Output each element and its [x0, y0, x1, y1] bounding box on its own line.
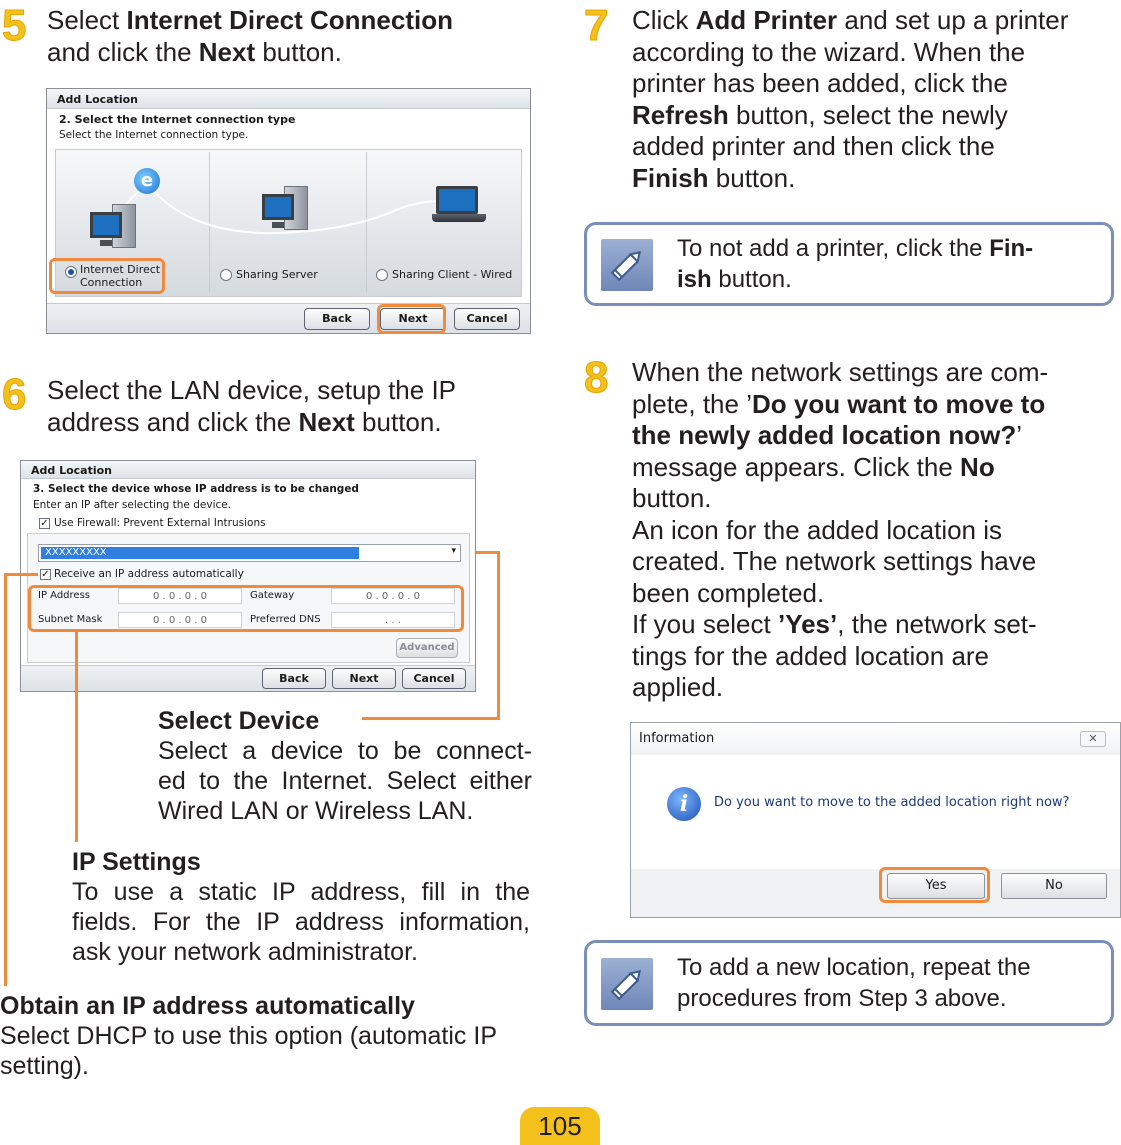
callout-line-select-device-v [497, 551, 500, 720]
gateway-label: Gateway [250, 590, 295, 601]
ip-address-input[interactable]: 0 . 0 . 0 . 0 [118, 588, 242, 604]
back-button[interactable]: Back [262, 668, 326, 689]
dialog-titlebar [631, 723, 1120, 755]
device-select-value: XXXXXXXXX [41, 547, 359, 559]
subnet-mask-label: Subnet Mask [38, 614, 103, 625]
note1-text: To not add a printer, click the Fin- ish button. [677, 235, 1034, 293]
callout-obtain-ip-title: Obtain an IP address automatically [0, 992, 415, 1020]
callout-ip-settings: IP Settings To use a static IP address, fill in the fields. For the IP address information, ask your network administrator. [72, 848, 530, 966]
step6-text: Select the LAN device, setup the IP address and click the Next button. [47, 375, 457, 437]
step-number-7: 7 [584, 1, 609, 50]
cancel-button[interactable]: Cancel [454, 308, 520, 330]
gateway-input[interactable]: 0 . 0 . 0 . 0 [331, 588, 455, 604]
info-icon: i [667, 787, 701, 821]
step-subheading: Enter an IP after selecting the device. [33, 499, 232, 511]
callout-line-obtain-ip-h [4, 573, 38, 576]
dialog-body [631, 755, 1120, 869]
step5-text: Select Internet Direct Connection and click the Next button. [47, 5, 453, 67]
option-internet-direct-label[interactable]: Internet Direct Connection [80, 263, 161, 289]
option-sharing-server-radio[interactable] [220, 269, 232, 281]
callout-ip-settings-title: IP Settings [72, 848, 201, 876]
back-button[interactable]: Back [304, 308, 370, 330]
callout-line-obtain-ip-v [4, 573, 7, 986]
note-box-1 [584, 222, 1114, 306]
ip-address-label: IP Address [38, 590, 90, 601]
highlight-internet-direct [49, 258, 165, 294]
firewall-label: Use Firewall: Prevent External Intrusions [54, 517, 266, 529]
step-number-6: 6 [2, 370, 27, 419]
firewall-checkbox[interactable]: ✓ [40, 518, 49, 529]
window-footer [21, 665, 475, 691]
window-title: Add Location [21, 461, 475, 479]
highlight-ip-fields [28, 585, 464, 632]
highlight-next-button [377, 304, 446, 334]
server-computer-icon [262, 186, 316, 232]
next-button[interactable]: Next [332, 668, 396, 689]
add-location-window-device [20, 460, 476, 692]
advanced-button[interactable]: Advanced [396, 638, 458, 658]
chevron-down-icon[interactable]: ▾ [451, 546, 456, 556]
option-sharing-server-label[interactable]: Sharing Server [236, 268, 318, 281]
step-number-5: 5 [2, 1, 27, 50]
callout-obtain-ip: Obtain an IP address automatically Select DHCP to use this option (automatic IP setting). [0, 992, 497, 1080]
callout-select-device: Select Device Select a device to be connect- ed to the Internet. Select either Wired LAN or Wireless LAN. [158, 707, 532, 825]
add-location-window-connection-type [46, 88, 531, 334]
desktop-computer-icon [90, 204, 144, 250]
step8-text: When the network settings are com- plete, the ’Do you want to move to the newly added location now?’ message appears. Click the No button. An icon for the added location is created. The network settings have been completed. If you select ’Yes’, the network set- tings for the added location are applied. [632, 357, 1049, 702]
option-sharing-client-label[interactable]: Sharing Client - Wired [392, 268, 513, 281]
internet-explorer-icon: e [134, 168, 160, 194]
callout-line-ip-settings [75, 632, 78, 842]
laptop-icon [432, 186, 488, 226]
auto-ip-label: Receive an IP address automatically [54, 568, 244, 580]
device-select[interactable] [38, 544, 461, 562]
subnet-mask-input[interactable]: 0 . 0 . 0 . 0 [118, 612, 242, 628]
note-box-2 [584, 940, 1114, 1026]
window-footer [47, 303, 530, 333]
step-subheading: Select the Internet connection type. [59, 129, 249, 141]
callout-select-device-title: Select Device [158, 707, 320, 735]
note2-text: To add a new location, repeat the procedures from Step 3 above. [677, 954, 1031, 1012]
no-button[interactable]: No [1001, 873, 1107, 899]
close-icon[interactable]: ✕ [1080, 731, 1106, 747]
step7-text: Click Add Printer and set up a printer according to the wizard. When the printer has been added, click the Refresh button, select the newly added printer and then click the Finish button. [632, 5, 1069, 193]
highlight-yes-button [879, 867, 990, 903]
dialog-title: Information [639, 731, 715, 746]
preferred-dns-label: Preferred DNS [250, 614, 321, 625]
dialog-message: Do you want to move to the added location right now? [714, 795, 1070, 810]
preferred-dns-input[interactable]: . . . [331, 612, 455, 628]
page-number: 105 [520, 1107, 600, 1145]
next-button[interactable]: Next [380, 308, 446, 330]
note-pencil-icon [601, 958, 653, 1010]
information-dialog [630, 722, 1121, 918]
window-title: Add Location [47, 89, 530, 109]
step-heading: 3. Select the device whose IP address is to be changed [33, 483, 359, 495]
cancel-button[interactable]: Cancel [402, 668, 466, 689]
yes-button[interactable]: Yes [887, 873, 985, 899]
note-pencil-icon [601, 239, 653, 291]
auto-ip-checkbox[interactable]: ✓ [41, 569, 50, 580]
option-sharing-client-radio[interactable] [376, 269, 388, 281]
step-number-8: 8 [584, 353, 609, 402]
step-heading: 2. Select the Internet connection type [59, 113, 296, 126]
